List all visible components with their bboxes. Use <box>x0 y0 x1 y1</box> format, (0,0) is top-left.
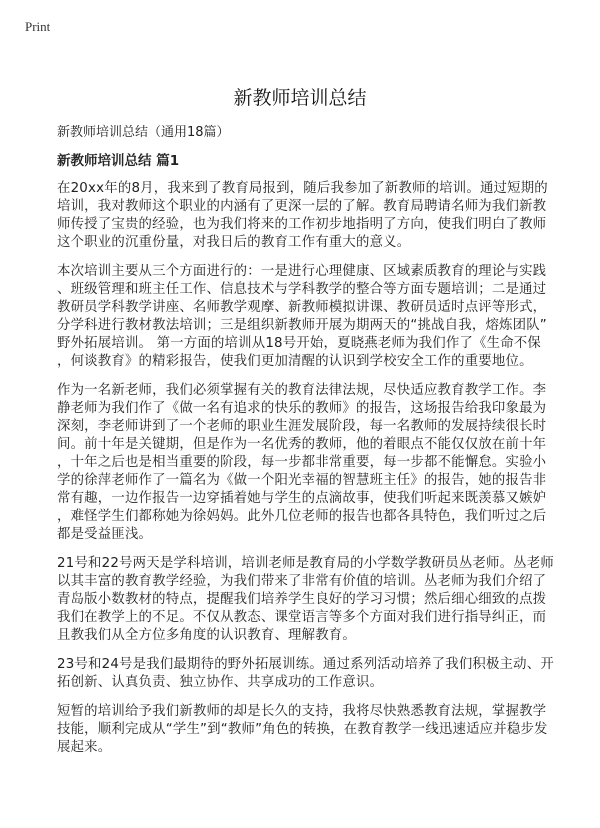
paragraph-line: 都是受益匪浅。 <box>57 527 153 542</box>
paragraph-line: 23号和24号是我们最期待的野外拓展训练。通过系列活动培养了我们积极主动、开 <box>57 657 554 672</box>
paragraph-line: 拓创新、认真负责、独立协作、共享成功的工作意识。 <box>57 675 384 690</box>
paragraph <box>57 382 557 544</box>
paragraph-line: 技能，顺利完成从“学生”到“教师”角色的转换，在教育教学一线迅速适应并稳步发 <box>57 722 548 737</box>
paragraph-line: 本次培训主要从三个方面进行的：一是进行心理健康、区域素质教育的理论与实践 <box>57 264 547 279</box>
paragraph <box>57 555 557 645</box>
paragraph-line: 我们在教学上的不足。不仅从教态、课堂语言等多个方面对我们进行指导纠正，而 <box>57 610 547 625</box>
paragraph-line: 师传授了宝贵的经验，也为我们将来的工作初步地指明了方向，使我们明白了教师 <box>57 217 547 232</box>
paragraph <box>57 656 557 692</box>
paragraph-line: 展起来。 <box>57 740 112 755</box>
paragraph-line: ，十年之后也是相当重要的阶段，每一步都非常重要，每一步都不能懈怠。实验小 <box>57 455 547 470</box>
paragraph-line: ，难怪学生们都称她为徐妈妈。此外几位老师的报告也都各具特色，我们听过之后 <box>57 509 547 524</box>
paragraph-line: 野外拓展培训。 第一方面的培训从18号开始，夏晓燕老师为我们作了《生命不保 <box>57 336 541 351</box>
paragraph-line: 青岛版小数教材的特点，提醒我们培养学生良好的学习习惯；然后细心细致的点拨 <box>57 592 547 607</box>
paragraph <box>57 703 557 757</box>
print-link[interactable]: Print <box>25 19 51 34</box>
paragraph-line: 作为一名新老师，我们必须掌握有关的教育法律法规，尽快适应教育教学工作。李 <box>57 383 547 398</box>
paragraph-line: 静老师为我们作了《做一名有追求的快乐的教师》的报告，这场报告给我印象最为 <box>57 401 547 416</box>
paragraph <box>57 180 557 252</box>
paragraph-line: 间。前十年是关键期，但是作为一名优秀的教师，他的着眼点不能仅仅放在前十年 <box>57 437 547 452</box>
document-subtitle: 新教师培训总结（通用18篇） <box>57 125 230 140</box>
document-title: 新教师培训总结 <box>233 87 367 109</box>
paragraph-line: 且教我们从全方位多角度的认识教育、理解教育。 <box>57 628 356 643</box>
paragraph-line: 教研员学科教学讲座、名师教学观摩、新教师模拟讲课、教研员适时点评等形式， <box>57 300 547 315</box>
paragraph-line: 这个职业的沉重份量，对我日后的教育工作有重大的意义。 <box>57 235 411 250</box>
paragraph-line: 分学科进行教材教法培训；三是组织新教师开展为期两天的“挑战自我，熔炼团队” <box>57 318 547 333</box>
paragraph-line: 21号和22号两天是学科培训，培训老师是教育局的小学数学教研员丛老师。丛老师 <box>57 556 554 571</box>
paragraph-line: 学的徐萍老师作了一篇名为《做一个阳光幸福的智慧班主任》的报告，她的报告非 <box>57 473 547 488</box>
paragraph-line: 短暂的培训给予我们新教师的却是长久的支持，我将尽快熟悉教育法规，掌握教学 <box>57 704 547 719</box>
paragraph-line: 常有趣，一边作报告一边穿插着她与学生的点滴故事，使我们听起来既羡慕又嫉妒 <box>57 491 547 506</box>
paragraph-line: 深刻，李老师讲到了一个老师的职业生涯发展阶段，每一名教师的发展持续很长时 <box>57 419 547 434</box>
paragraph-line: 培训，我对教师这个职业的内涵有了更深一层的了解。教育局聘请名师为我们新教 <box>57 199 547 214</box>
paragraph-line: ，何谈教育》的精彩报告，使我们更加清醒的认识到学校安全工作的重要地位。 <box>57 354 533 369</box>
paragraph <box>57 263 557 371</box>
section-heading: 新教师培训总结 篇1 <box>57 153 180 169</box>
paragraph-line: 、班级管理和班主任工作、信息技术与学科教学的整合等方面专题培训；二是通过 <box>57 282 547 297</box>
paragraph-line: 在20xx年的8月，我来到了教育局报到，随后我参加了新教师的培训。通过短期的 <box>57 181 548 196</box>
paragraph-line: 以其丰富的教育教学经验，为我们带来了非常有价值的培训。丛老师为我们介绍了 <box>57 574 547 589</box>
document-body <box>57 180 557 768</box>
